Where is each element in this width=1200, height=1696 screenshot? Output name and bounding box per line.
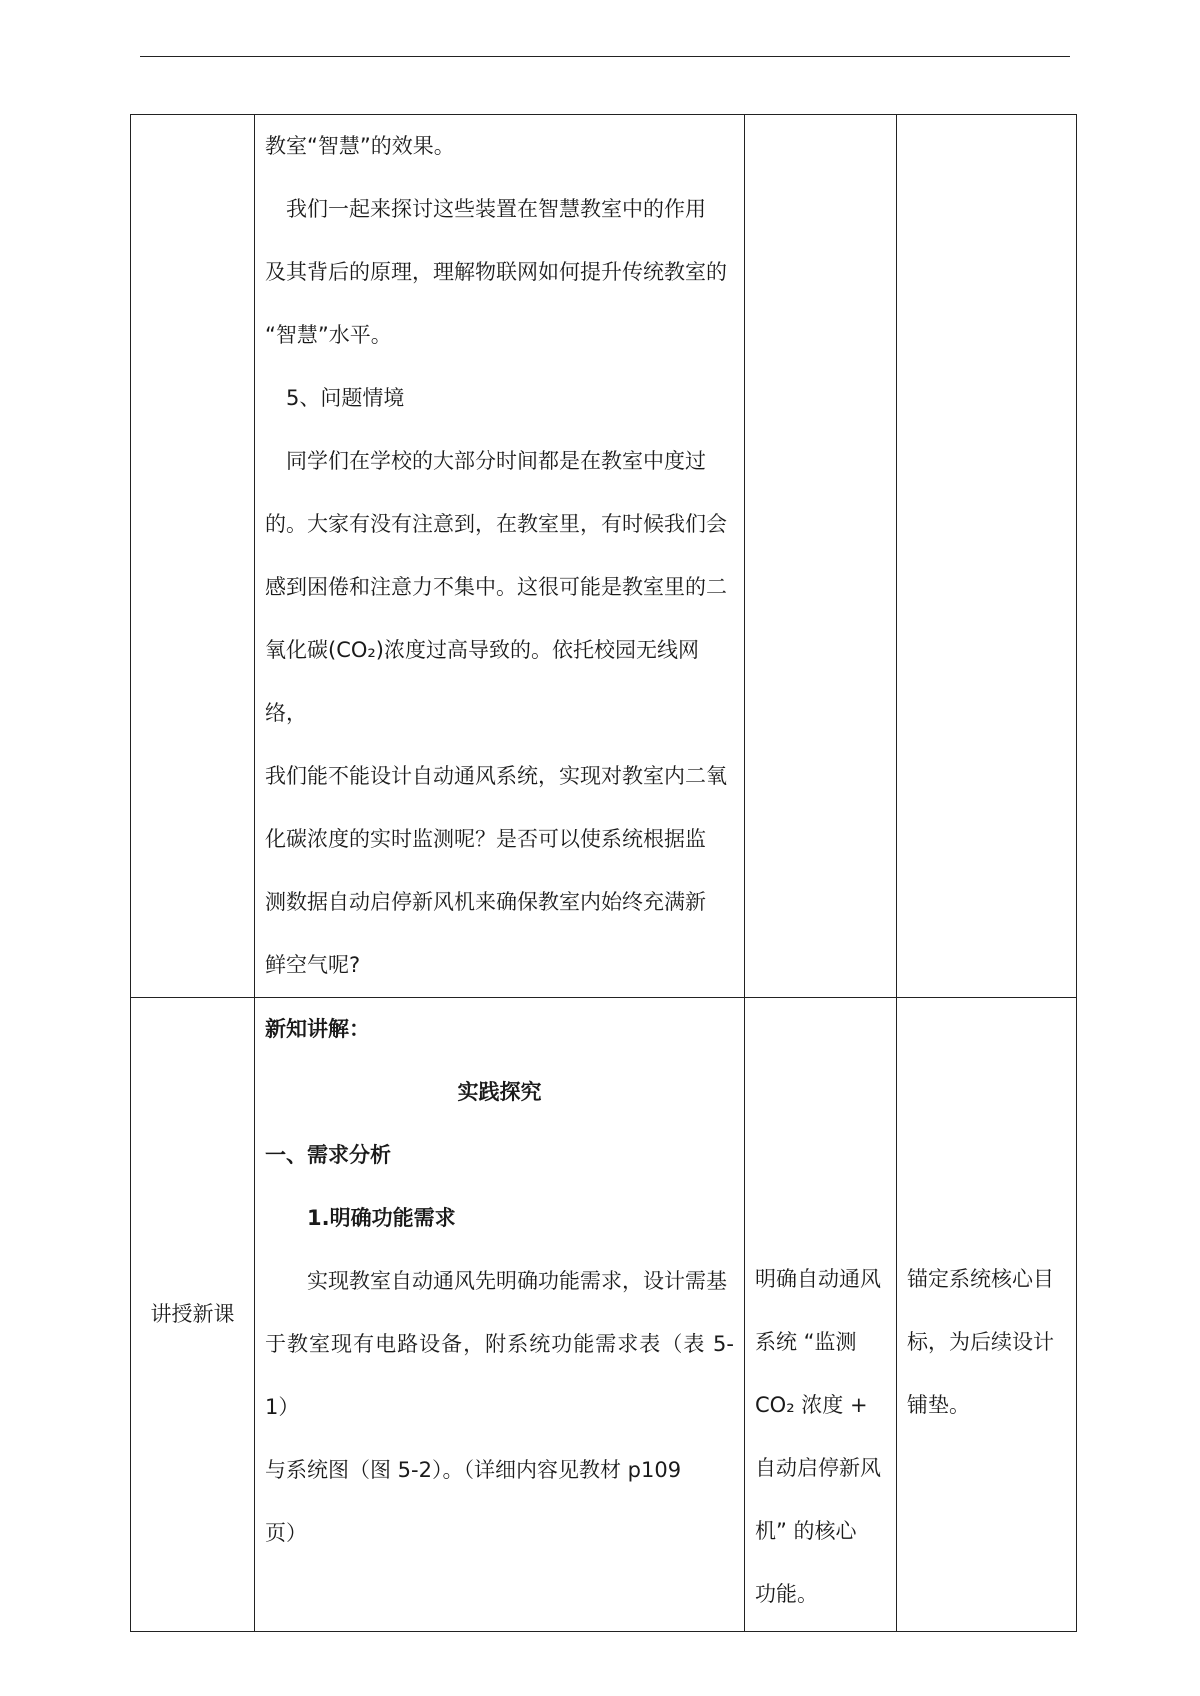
paragraph-line: “智慧”水平。 xyxy=(265,323,392,347)
table-row xyxy=(131,115,1077,998)
design-intent-cell xyxy=(897,998,1077,1632)
paragraph-line: 明确自动通风 xyxy=(755,1267,881,1291)
content-cell xyxy=(255,115,745,998)
paragraph-line: 氧化碳(CO₂)浓度过高导致的。依托校园无线网络， xyxy=(265,638,699,725)
paragraph-line: 及其背后的原理，理解物联网如何提升传统教室的 xyxy=(265,260,727,284)
cell-spacer xyxy=(907,1094,1066,1190)
paragraph-line: 锚定系统核心目 xyxy=(907,1267,1054,1291)
paragraph-line: 与系统图（图 5-2）。（详细内容见教材 p109 xyxy=(265,1458,682,1482)
paragraph-line: 我们能不能设计自动通风系统，实现对教室内二氧 xyxy=(265,764,727,788)
sub-heading: 1.明确功能需求 xyxy=(307,1206,456,1230)
paragraph-line: 的。大家有没有注意到，在教室里，有时候我们会 xyxy=(265,512,727,536)
section-heading: 新知讲解： xyxy=(265,1017,370,1041)
section-title: 实践探究 xyxy=(457,1080,542,1104)
cell-spacer xyxy=(907,1190,1066,1248)
header-rule xyxy=(140,56,1070,57)
cell-spacer xyxy=(755,1094,886,1190)
paragraph-line: 测数据自动启停新风机来确保教室内始终充满新 xyxy=(265,890,706,914)
cell-spacer xyxy=(907,998,1066,1094)
content-cell xyxy=(255,998,745,1632)
paragraph-line: CO₂ 浓度 + xyxy=(755,1393,868,1417)
paragraph-line: 铺垫。 xyxy=(907,1393,970,1417)
student-activity-cell xyxy=(745,998,897,1632)
paragraph-line: 实现教室自动通风先明确功能需求，设计需基 xyxy=(307,1269,727,1293)
paragraph-line: 化碳浓度的实时监测呢？是否可以使系统根据监 xyxy=(265,827,706,851)
stage-cell xyxy=(131,115,255,998)
cell-spacer xyxy=(755,998,886,1094)
paragraph-line: 页） xyxy=(265,1521,307,1545)
design-intent-cell xyxy=(897,115,1077,998)
table-row xyxy=(131,998,1077,1632)
lesson-plan-table xyxy=(130,114,1077,1632)
paragraph-line: 鲜空气呢? xyxy=(265,953,361,977)
paragraph-line: 功能。 xyxy=(755,1582,818,1606)
paragraph-line: 于教室现有电路设备，附系统功能需求表（表 5-1） xyxy=(265,1332,734,1419)
paragraph-line: 感到困倦和注意力不集中。这很可能是教室里的二 xyxy=(265,575,727,599)
paragraph-line: 自动启停新风 xyxy=(755,1456,881,1480)
paragraph-line: 系统 “监测 xyxy=(755,1330,857,1354)
section-heading: 5、问题情境 xyxy=(286,386,405,410)
paragraph-line: 我们一起来探讨这些装置在智慧教室中的作用 xyxy=(286,197,706,221)
paragraph-line: 教室“智慧”的效果。 xyxy=(265,134,455,158)
student-activity-cell xyxy=(745,115,897,998)
paragraph-line: 标，为后续设计 xyxy=(907,1330,1054,1354)
paragraph-line: 同学们在学校的大部分时间都是在教室中度过 xyxy=(286,449,706,473)
stage-cell: 讲授新课 xyxy=(131,998,255,1632)
part-heading: 一、需求分析 xyxy=(265,1143,391,1167)
paragraph-line: 机” 的核心 xyxy=(755,1519,857,1543)
cell-spacer xyxy=(755,1190,886,1248)
